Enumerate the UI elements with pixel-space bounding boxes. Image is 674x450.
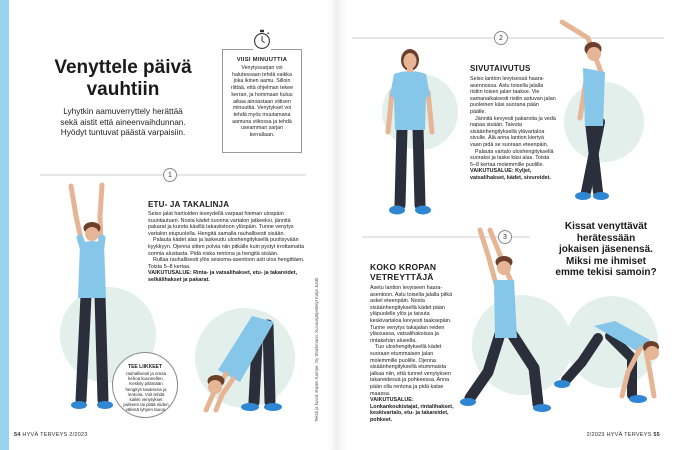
exercise-1-effect-area bbox=[148, 270, 306, 283]
exercise-1-paragraph: Seiso jalat hartioiden leveydellä varpaat hieman ulospäin suuntautuen. Nosta kädet suorina vartalon jatkeeksi, jännitä pakarat ja kurota käsillä takaviistoon ylöspäin. Tunne venytys vartalon etupuolella. Hengitä samalla rauhallisesti sisään. bbox=[148, 211, 294, 237]
tip-heading: TEE LIIKKEET bbox=[128, 364, 162, 370]
exercise-2-heading: SIVUTAIVUTUS bbox=[470, 64, 531, 73]
footer-magazine: 2/2023 HYVÄ TERVEYS bbox=[586, 432, 652, 438]
footer-magazine: HYVÄ TERVEYS 2/2023 bbox=[22, 432, 88, 438]
pull-quote-line: emme tekisi samoin? bbox=[555, 267, 657, 278]
exercise-2-paragraph: Jännitä kevyesti pakaroita ja vedä napaa sisään. Taivuta sisäänhengityksellä ylävartaloa sivulle. Älä anna lantion kiertyä vaan pidä se suoraan eteenpäin. bbox=[470, 115, 556, 148]
pull-quote-line: Kissat venyttävät bbox=[564, 221, 648, 232]
tip-bubble bbox=[112, 352, 178, 418]
stopwatch-icon bbox=[253, 29, 271, 50]
exercise-1-paragraph: Rullaa rauhallisesti ylös seisoma-asentoon asti ulos hengittäen. Toista 5–8 kertaa. bbox=[148, 257, 305, 270]
effect-text: Rinta- ja vatsalihakset, etu- ja takareidet, selkälihakset ja pakarat. bbox=[148, 270, 298, 283]
page-number: 55 bbox=[653, 432, 660, 438]
effect-label: VAIKUTUSALUE: bbox=[370, 397, 414, 404]
effect-label: VAIKUTUSALUE: bbox=[148, 270, 192, 277]
exercise-3-body bbox=[370, 285, 458, 423]
lead-line: Lyhytkin aamuverryttely herättää bbox=[63, 106, 183, 116]
pull-quote bbox=[546, 221, 666, 279]
footer-left bbox=[14, 432, 88, 438]
photo-credit: Teksti ja kuvat: Espen Kampe, Oy Stockmann. Kuvausjärjestelyt Katja Juntti. bbox=[314, 276, 319, 422]
exercise-2-paragraph: Seiso lantion levyisessä haara-asennossa. Astu toisella jalalla ristiin toisen jalan taakse. Vie samanaikaisesti ristiin astuvan jalan puoleinen käsi suorana pään päälle. bbox=[470, 76, 556, 115]
lead-line: Hyödyt tuntuvat päästä varpaisiin. bbox=[60, 127, 186, 138]
effect-label: VAIKUTUSALUE: bbox=[470, 168, 514, 175]
lead-paragraph bbox=[27, 106, 219, 138]
pull-quote-line: jokaisen jäsenensä. bbox=[559, 244, 653, 255]
exercise-3-heading bbox=[370, 262, 436, 282]
exercise-2-effect-area bbox=[470, 168, 556, 181]
tip-body: rauhallisesti ja omaa kehoa kuunnellen. Keskity pitämään hengitys tasaisena ja rentona. Voit tehdä kaikki venytykset putkeen tai pitää niiden välissä lyhyen tauon. bbox=[123, 371, 169, 413]
pull-quote-line: Miksi me ihmiset bbox=[565, 255, 647, 267]
effect-text: Kyljet, vatsalihakset, kädet, sivureidet. bbox=[470, 168, 551, 181]
exercise-3-effect-area bbox=[370, 397, 458, 423]
info-box-heading: VIISI MINUUTTIA bbox=[236, 57, 288, 63]
exercise-3-heading-line: VETREYTTÄJÄ bbox=[370, 272, 434, 282]
page-title bbox=[27, 57, 219, 101]
exercise-2-paragraph: Palauta vartalo uloshengityksellä suoraksi ja laske käsi alas. Toista 5–8 kertaa molemmille puolille. bbox=[470, 148, 554, 168]
exercise-3-heading-line: KOKO KROPAN bbox=[370, 262, 437, 272]
info-box bbox=[222, 49, 302, 153]
exercise-3-paragraph: Tuo uloshengityksellä kädet suoraan etummaisen jalan molemmille puolille. Ojenna sisäänhengityksellä etummaista jalkaa niin, että tunnet venytyksen takareidessä ja pohkeessa. Anna pään olla rentona ja pidä katse maassa. bbox=[370, 344, 451, 397]
exercise-2-body bbox=[470, 76, 556, 182]
footer-right bbox=[586, 432, 660, 438]
step-number-2: 2 bbox=[494, 31, 508, 45]
exercise-1-heading: ETU- JA TAKALINJA bbox=[148, 200, 230, 209]
page-title-line: Venyttele päivä bbox=[54, 57, 192, 78]
exercise-1-body bbox=[148, 211, 306, 284]
page-number: 54 bbox=[14, 432, 21, 438]
info-box-body: Venytyssarjan voi halutessaan tehdä vaikka joka ikinen aamu. Silloin riittää, että ohjelman tekee kerran, ja hommaan kuluu aikaa ainoastaan viitisen minuuttia. Venytykset voi tehdä myös muutamana aamuna viikossa ja tehdä useamman sarjan kerrallaan. bbox=[230, 65, 294, 139]
exercise-1-paragraph: Palauta kädet alas ja laskeudu uloshengityksellä puolisyvään kyykkyyn. Ojenna sitten polvia niin pitkälle kuin pystyt irrottamatta sormia alustasta. Pidä niska rentona ja hengitä sisään. bbox=[148, 237, 305, 257]
step-number-3: 3 bbox=[498, 230, 512, 244]
step-number-1: 1 bbox=[163, 168, 177, 182]
pull-quote-line: herätessään bbox=[576, 232, 636, 244]
effect-text: Lonkankoukistajat, rintalihakset, keskivartalo, etu- ja takareidet, pohkeet. bbox=[370, 403, 454, 423]
exercise-3-paragraph: Asetu lantion levyiseen haara-asentoon. Astu toisella jalalla pitkä askel eteenpäin. Nosta sisäänhengityksellä kädet pään yläpuolelle ylös ja taivuta keskivartaloa kevyesti taaksepäin. Tunne venytys takajalan reiden yläosassa, vatsalihaksissa ja rintakehän alueella. bbox=[370, 285, 453, 344]
page-title-line: vauhtiin bbox=[86, 79, 160, 100]
lead-line: sekä aistit että aineenvaihdunnan. bbox=[60, 116, 186, 127]
